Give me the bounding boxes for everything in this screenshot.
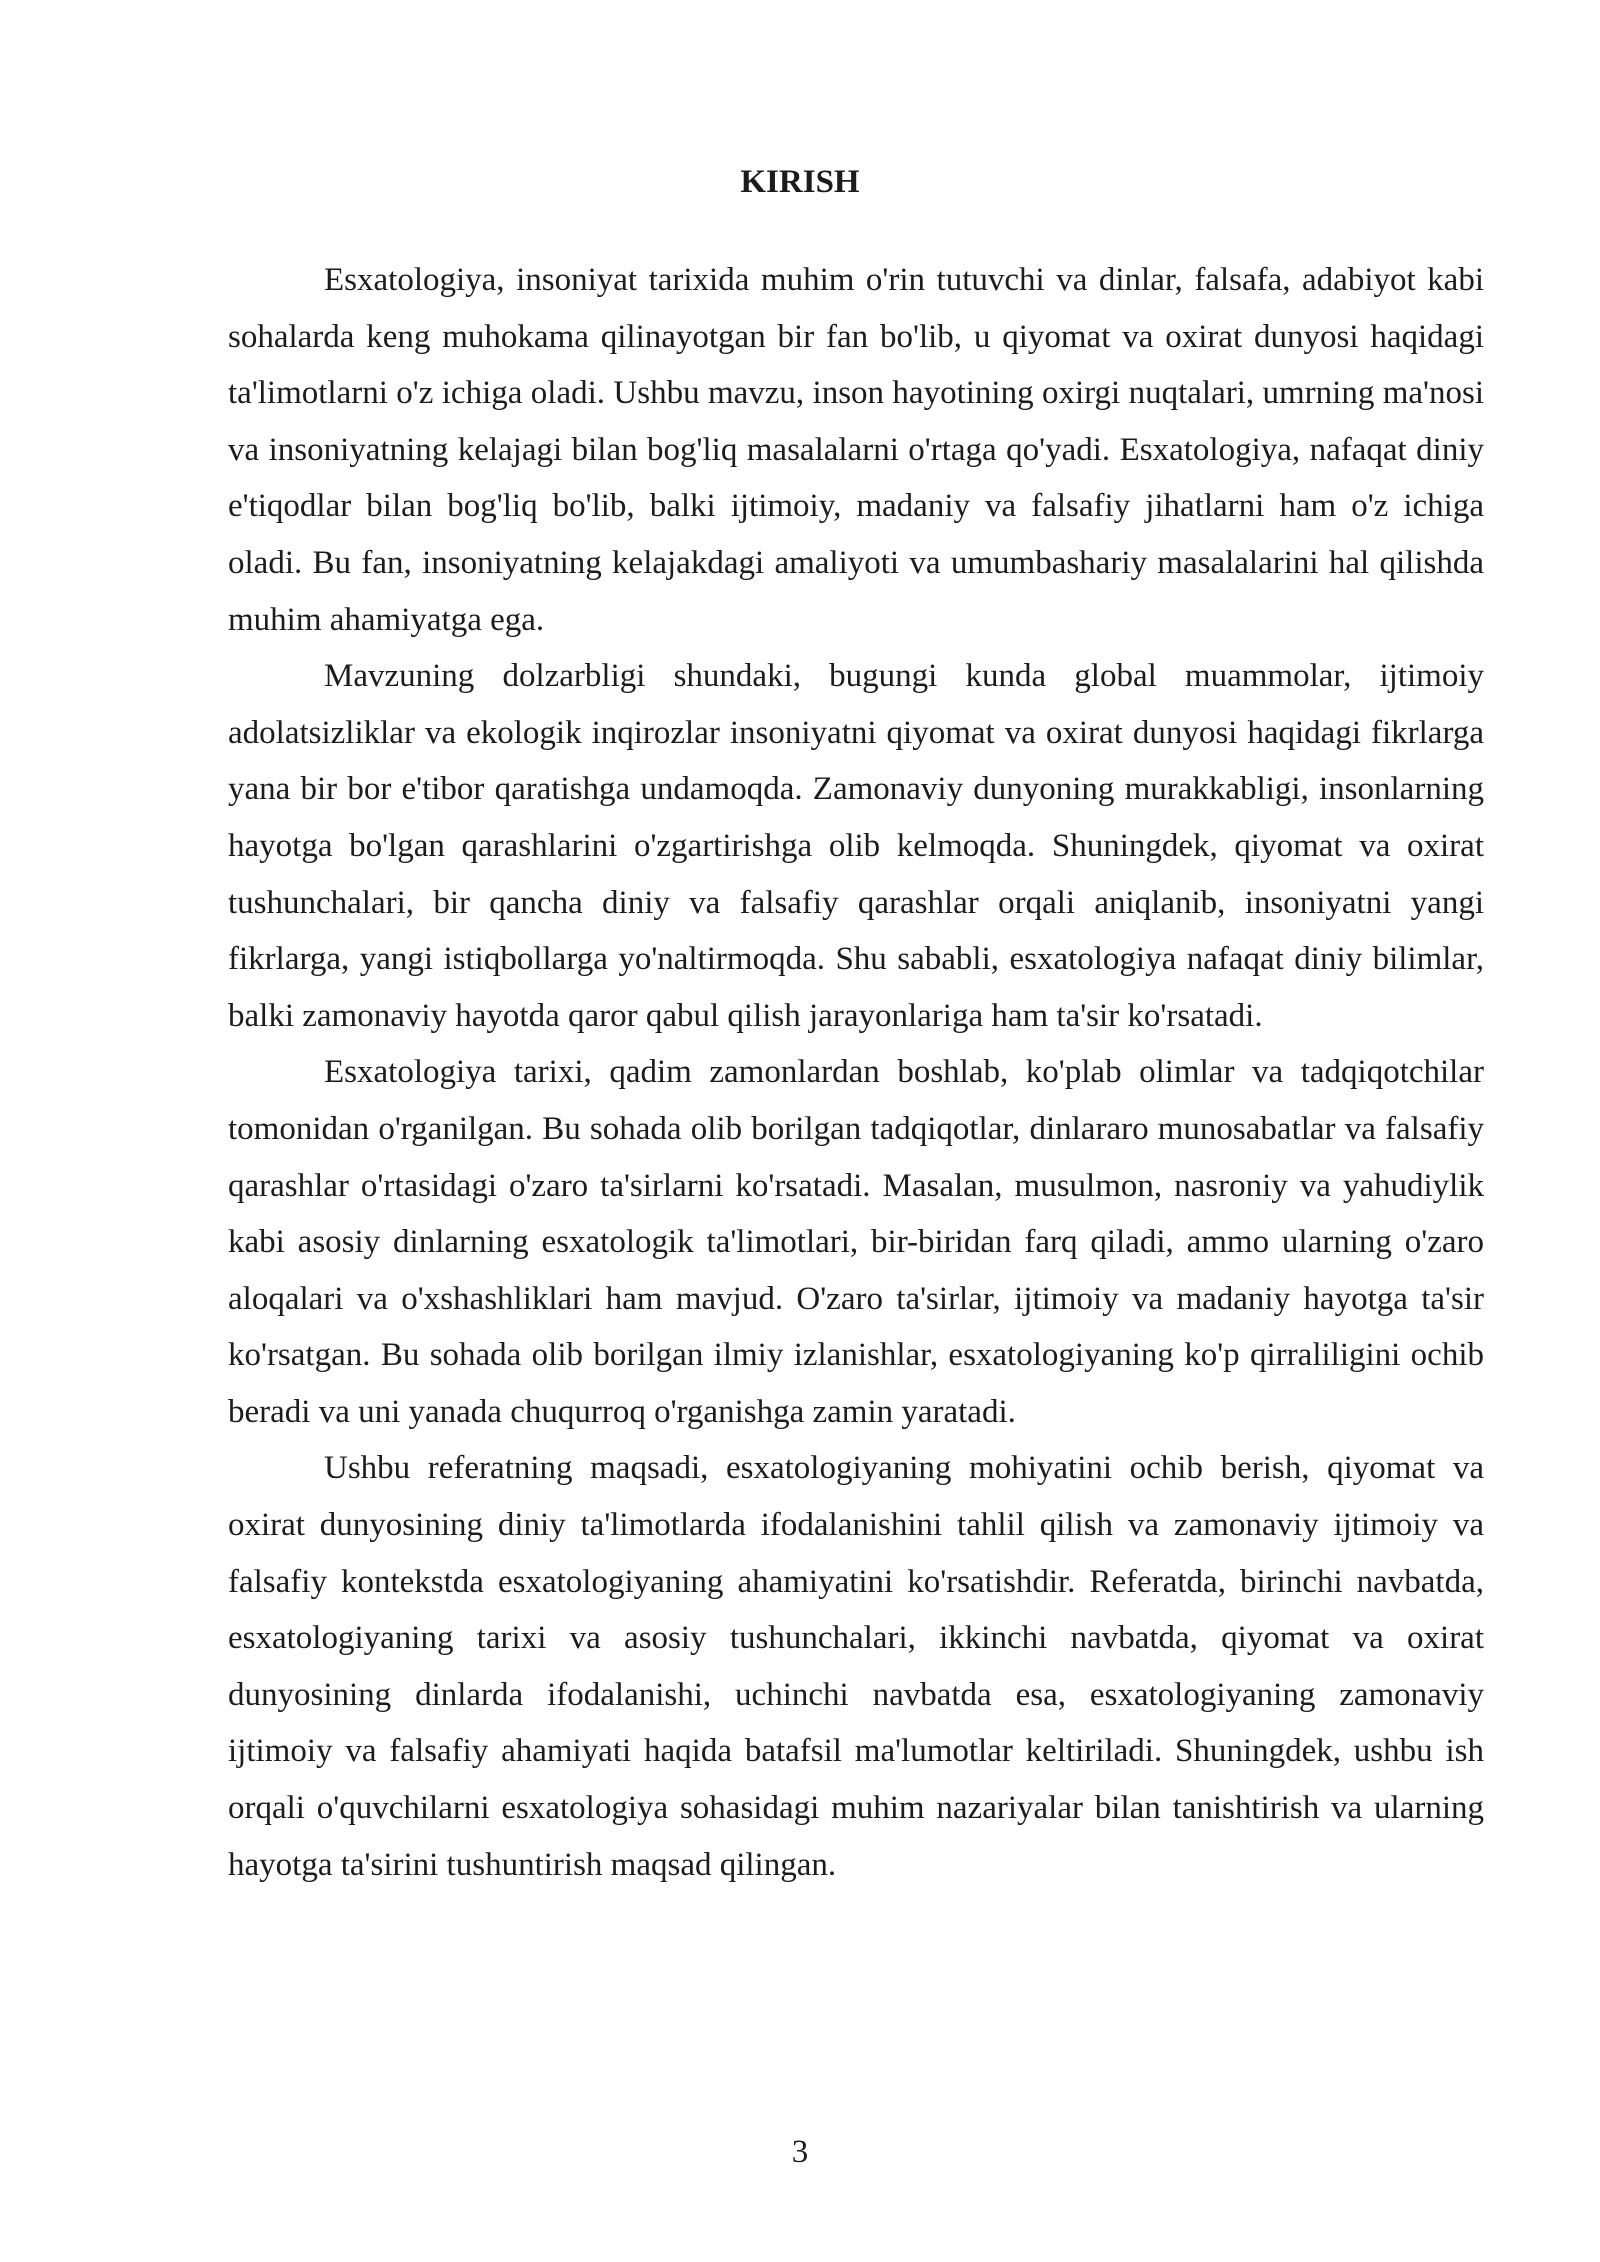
section-title: KIRISH bbox=[740, 164, 860, 200]
paragraph-history: Esxatologiya tarixi, qadim zamonlardan boshlab, ko'plab olimlar va tadqiqotchilar tomonidan o'rganilgan. Bu sohada olib borilgan tadqiqotlar, dinlararo munosabatlar va falsafiy qarashlar o'rtasidagi o'zaro ta'sirlarni ko'rsatadi. Masalan, musulmon, nasroniy va yahudiylik kabi asosiy dinlarning esxatologik ta'limotlari, bir-biridan farq qiladi, ammo ularning o'zaro aloqalari va o'xshashliklari ham mavjud. O'zaro ta'sirlar, ijtimoiy va madaniy hayotga ta'sir ko'rsatgan. Bu sohada olib borilgan ilmiy izlanishlar, esxatologiyaning ko'p qirraliligini ochib beradi va uni yanada chuqurroq o'rganishga zamin yaratadi. bbox=[228, 1054, 1484, 1430]
paragraph-purpose: Ushbu referatning maqsadi, esxatologiyaning mohiyatini ochib berish, qiyomat va oxirat dunyosining diniy ta'limotlarda ifodalanishini tahlil qilish va zamonaviy ijtimoiy va falsafiy kontekstda esxatologiyaning ahamiyatini ko'rsatishdir. Referatda, birinchi navbatda, esxatologiyaning tarixi va asosiy tushunchalari, ikkinchi navbatda, qiyomat va oxirat dunyosining dinlarda ifodalanishi, uchinchi navbatda esa, esxatologiyaning zamonaviy ijtimoiy va falsafiy ahamiyati haqida batafsil ma'lumotlar keltiriladi. Shuningdek, ushbu ish orqali o'quvchilarni esxatologiya sohasidagi muhim nazariyalar bilan tanishtirish va ularning hayotga ta'sirini tushuntirish maqsad qilingan. bbox=[228, 1450, 1484, 1883]
page-number: 3 bbox=[791, 2134, 809, 2170]
paragraph-introduction: Esxatologiya, insoniyat tarixida muhim o'rin tutuvchi va dinlar, falsafa, adabiyot kabi sohalarda keng muhokama qilinayotgan bir fan bo'lib, u qiyomat va oxirat dunyosi haqidagi ta'limotlarni o'z ichiga oladi. Ushbu mavzu, inson hayotining oxirgi nuqtalari, umrning ma'nosi va insoniyatning kelajagi bilan bog'liq masalalarni o'rtaga qo'yadi. Esxatologiya, nafaqat diniy e'tiqodlar bilan bog'liq bo'lib, balki ijtimoiy, madaniy va falsafiy jihatlarni ham o'z ichiga oladi. Bu fan, insoniyatning kelajakdagi amaliyoti va umumbashariy masalalarini hal qilishda muhim ahamiyatga ega. bbox=[228, 262, 1484, 638]
paragraph-relevance: Mavzuning dolzarbligi shundaki, bugungi kunda global muammolar, ijtimoiy adolatsizliklar va ekologik inqirozlar insoniyatni qiyomat va oxirat dunyosi haqidagi fikrlarga yana bir bor e'tibor qaratishga undamoqda. Zamonaviy dunyoning murakkabligi, insonlarning hayotga bo'lgan qarashlarini o'zgartirishga olib kelmoqda. Shuningdek, qiyomat va oxirat tushunchalari, bir qancha diniy va falsafiy qarashlar orqali aniqlanib, insoniyatni yangi fikrlarga, yangi istiqbollarga yo'naltirmoqda. Shu sababli, esxatologiya nafaqat diniy bilimlar, balki zamonaviy hayotda qaror qabul qilish jarayonlariga ham ta'sir ko'rsatadi. bbox=[228, 658, 1484, 1034]
body-text bbox=[228, 252, 1484, 1893]
